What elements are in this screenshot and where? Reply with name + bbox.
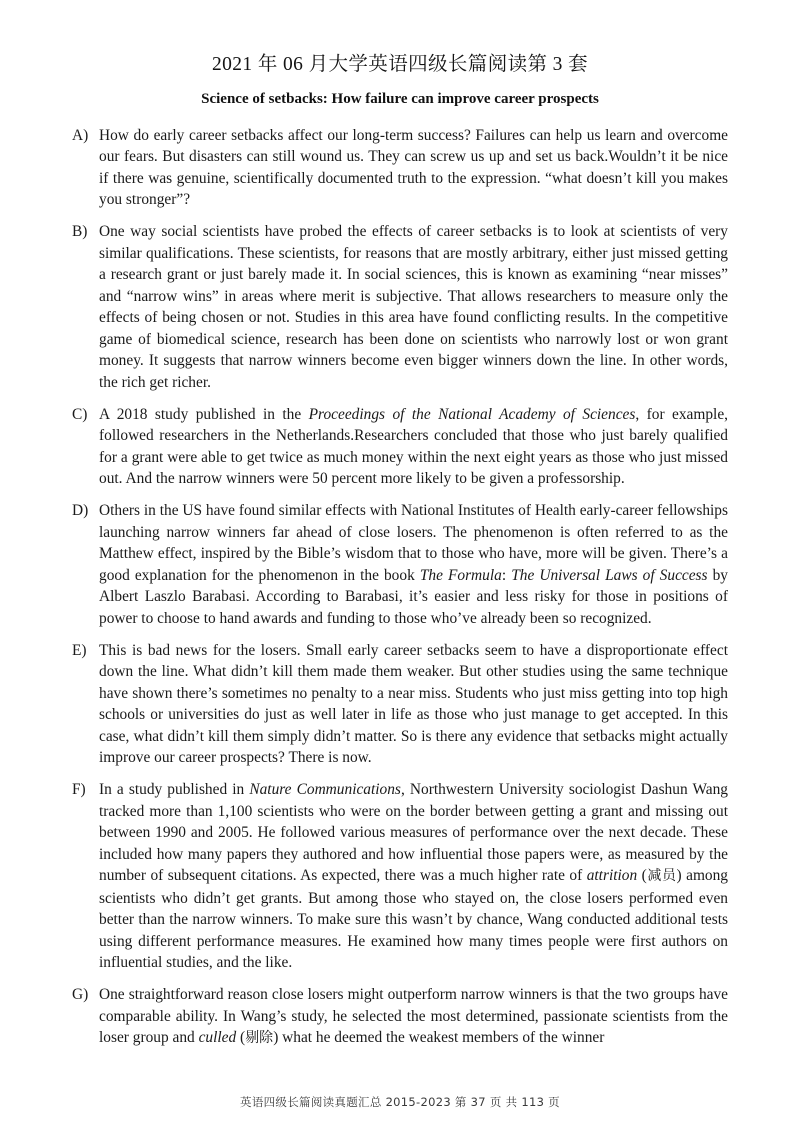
paragraph-text bbox=[99, 779, 728, 974]
text-run: A 2018 study published in the bbox=[99, 405, 309, 423]
page-title: 2021 年 06 月大学英语四级长篇阅读第 3 套 bbox=[211, 54, 589, 75]
article-body bbox=[0, 125, 800, 1050]
italic-title-text: culled bbox=[198, 1029, 237, 1047]
page-footer bbox=[0, 1094, 800, 1110]
paragraph-label: C) bbox=[72, 405, 88, 423]
paragraph bbox=[72, 779, 728, 974]
paragraph bbox=[72, 640, 728, 769]
italic-title-text: attrition bbox=[586, 867, 638, 885]
paragraph-text bbox=[99, 221, 728, 393]
text-run: This is bad news for the losers. Small early career setbacks seem to have a disproportionate effect down the line. What didn’t kill them made them weaker. But other studies using the same technique have shown there’s sometimes no penalty to a near miss. Students who just miss getting into top high schools or universities do just as well later in life as those who just manage to get accepted. In this case, what didn’t kill them simply didn’t matter. So is there any evidence that setbacks might actually improve our career prospects? There is now. bbox=[99, 641, 728, 767]
paragraph-label: B) bbox=[72, 223, 88, 241]
paragraph bbox=[72, 500, 728, 629]
text-run: ) what he deemed the weakest members of the winner bbox=[273, 1029, 605, 1047]
text-run: One way social scientists have probed the effects of career setbacks is to look at scientists of very similar qualifications. These scientists, for reasons that are mostly arbitrary, either just missed getting a research grant or just barely made it. In social sciences, this is known as examining “near misses” and “narrow wins” in areas where merit is subjective. That allows researchers to measure only the effects of being chosen or not. Studies in this area have found conflicting results. In the competitive game of biomedical science, research has been done on scientists who narrowly lost or won grant money. It suggests that narrow winners become even bigger winners down the line. In other words, the rich get richer. bbox=[99, 223, 728, 391]
text-run: In a study published in bbox=[99, 781, 250, 799]
chinese-gloss-text: 剔除 bbox=[245, 1030, 274, 1047]
paragraph-label: A) bbox=[72, 126, 89, 144]
paragraph bbox=[72, 404, 728, 490]
paragraph-text bbox=[99, 500, 728, 629]
text-run: ( bbox=[236, 1029, 246, 1047]
paragraph-label: G) bbox=[72, 986, 89, 1004]
text-run: by Albert Laszlo Barabasi. According to Barabasi, it’s easier and less risky for those in positions of power to choose to hand awards and funding to those who’ve already been so recognized. bbox=[99, 566, 728, 627]
text-run: Others in the US have found similar effects with National Institutes of Health early-career fellowships launching narrow winners far ahead of close losers. The phenomenon is often referred to as the Matthew effect, inspired by the Bible’s wisdom that to those who have, more will be given. There’s a good explanation for the phenomenon in the book bbox=[99, 502, 728, 584]
paragraph-label: F) bbox=[72, 781, 86, 799]
paragraph bbox=[72, 125, 728, 211]
paragraph bbox=[72, 984, 728, 1050]
text-run: ) among scientists who didn’t get grants. But among those who stayed on, the close losers performed even better than the narrow winners. To make sure this wasn’t by chance, Wang conducted additional tests using different performance measures. He examined how many times people were first authors on influential studies, and the like. bbox=[99, 867, 729, 972]
italic-title-text: The Formula bbox=[419, 566, 502, 584]
paragraph-text bbox=[99, 984, 728, 1050]
paragraph-label: D) bbox=[72, 502, 89, 520]
footer-text: 英语四级长篇阅读真题汇总 2015-2023 第 37 页 共 113 页 bbox=[240, 1095, 560, 1109]
italic-title-text: The Universal Laws of Success bbox=[511, 566, 708, 584]
article-subtitle: Science of setbacks: How failure can improve career prospects bbox=[201, 91, 599, 108]
text-run: : bbox=[501, 566, 512, 584]
text-run: How do early career setbacks affect our long-term success? Failures can help us learn and overcome our fears. But disasters can still wound us. They can screw us up and set us back.Wouldn’t it be nice if there was genuine, scientifically documented truth to the expression. “what doesn’t kill you makes you stronger”? bbox=[99, 126, 728, 209]
paragraph-label: E) bbox=[72, 641, 87, 659]
paragraph-text bbox=[99, 404, 728, 490]
text-run: , for example, followed researchers in the Netherlands.Researchers concluded that those who just barely qualified for a grant were able to get twice as much money within the next eight years as those who just missed out. And the narrow winners were 50 percent more likely to be given a professorship. bbox=[99, 405, 729, 488]
paragraph-text bbox=[99, 640, 728, 769]
chinese-gloss-text: 减员 bbox=[646, 868, 677, 885]
paragraph-list bbox=[72, 125, 728, 1050]
italic-title-text: Proceedings of the National Academy of Sciences bbox=[308, 405, 636, 423]
text-run: One straightforward reason close losers might outperform narrow winners is that the two groups have comparable ability. In Wang’s study, he selected the most determined, passionate scientists from the loser group and bbox=[99, 986, 728, 1047]
italic-title-text: Nature Communications bbox=[249, 781, 401, 799]
paragraph-text bbox=[99, 125, 728, 211]
paragraph bbox=[72, 221, 728, 393]
text-run: , Northwestern University sociologist Dashun Wang tracked more than 1,100 scientists who were on the border between getting a grant and missing out between 1990 and 2005. He followed various measures of performance over the next decade. These included how many papers they authored and how influential those papers were, as measured by the number of subsequent citations. As expected, there was a much higher rate of bbox=[99, 781, 728, 885]
text-run: ( bbox=[637, 867, 647, 885]
